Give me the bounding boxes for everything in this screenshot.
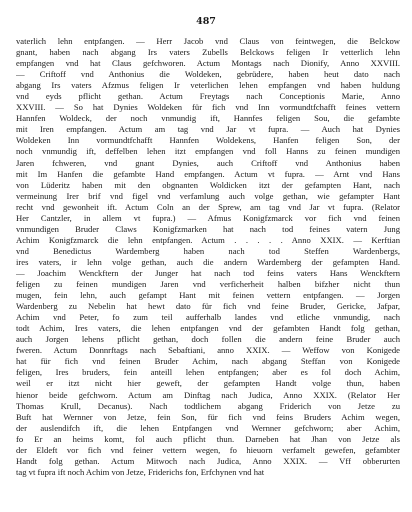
text-line: Achim Konigfzmarck die lehn entpfangen. Actum . . . . . Anno XXIX. — Kerftian — [16, 234, 400, 245]
text-line: Wardenberg zu Nebelin hat hewt dato für fich vnd feine Bruder, Gericke, Jafpar, — [16, 301, 400, 312]
text-line: Thomas Krull, Decanus). Nach todtlichem abgang Friderich von Jetze zu — [16, 400, 400, 411]
text-line: fo Er an heims komt, fol auch pflicht thun. Darneben hat Jhan von Jetze als — [16, 433, 400, 444]
text-line: Woldeken Inn vormundtfchafft Hannfen Woldekens, Hanfen feligen Son, der — [16, 135, 400, 146]
text-line: der Eldeft vor fich vnd feiner vettern wegen, fo hieuorn verfamelt gewefen, gefambter — [16, 444, 400, 455]
text-line: vnmundigen Bruder Claws Konigfzmarken hat nach tod feines vatern Jung — [16, 223, 400, 234]
text-line: XXVIII. — So hat Dynies Woldeken für fich vnd Inn vormundtfchafft feines vettern — [16, 102, 400, 113]
text-line: mugen, fein lehn, auch gefampt Hant mit feinen vettern entpfangen. — Jorgen — [16, 290, 400, 301]
text-line: Jaren fchweren, vnd gnant Dynies, auch Criftoff vnd Anthonius haben — [16, 157, 400, 168]
text-line: vnd Benedictus Wardemberg haben nach tod Steffen Wardenbergs, — [16, 245, 400, 256]
text-line: Her Cantzler, in allem vt fupra.) — Afmus Konigfzmarck vor fich vnd feinen — [16, 212, 400, 223]
text-line: Hannfen Woldeck, der noch vnmundig ift, Hannfes feligen Sou, die gefambte — [16, 113, 400, 124]
text-line: gnant, haben nach abgang Irs vaters Zubells Belckows feligen Ir vetterlich lehn — [16, 47, 400, 58]
page-number: 487 — [196, 16, 216, 27]
text-line: vaterlich lehn entpfangen. — Herr Jacob vnd Claus von feintwegen, die Belckow — [16, 36, 400, 46]
text-line: von Lüderitz haben mit den obgnanten Woldicken itzt der gefampten Hant, nach — [16, 179, 400, 190]
text-line: hienor beide gefchworn. Actum am Dinftag nach Judica, Anno XXIX. (Relator Her — [16, 389, 400, 400]
text-line: tag vt fupra ift noch Achim von Jetze, Friderichs fon, Erfchynen vnd hat — [16, 466, 265, 477]
text-line: — Criftoff vnd Anthonius die Woldeken, gebrüdere, haben heut dato nach — [16, 69, 400, 80]
text-line: — Joachim Wenckftern der Junger hat nach tod feins vaters Hans Wenckftern — [16, 267, 400, 278]
text-line: Achim vnd Peter, fo zum teil aufferhalb landes vnd etliche vnmundig, nach — [16, 312, 400, 323]
text-line: fweren. Actum Donnrftags nach Sebaftiani, anno XXIX. — Weffow von Konigede — [16, 345, 400, 356]
text-line: hat für fich vnd feinen Bruder Achim, nach abgang Steffan von Konigede — [16, 356, 400, 367]
text-line: ires vaters, ir lehn volge gethan, auch die andern Wardemberg der gefampten Hand. — [16, 256, 400, 267]
text-line: noch vnmundig ift, deffelben lehen itzt empfangen vnd foll Hanns zu feinen mundigen — [16, 146, 400, 157]
text-line: Handt folg gethan. Actum Mitwoch nach Judica, Anno XXIX. — Vff obberurten — [16, 455, 400, 466]
text-line: abgang Irs vaters Afzmus feligen Ir veterlichen lehen empfangen vnd haben huldung — [16, 80, 400, 91]
text-line: feligen, Ires bruders, fein anteill lehen entpfangen; aber es fol doch Achim, — [16, 367, 400, 378]
text-line: mit Im Hanfen die gefambte Hand empfangen. Actum vt fupra. — Arnt vnd Hans — [16, 168, 400, 179]
text-line: recht vnd gewonheit ift. Actum Coln an der Sprew, am tag vnd Jar vt fupra. (Relator — [16, 201, 400, 212]
text-line: weil er itzt nicht hier geweft, der gefampten Handt volge thun, haben — [16, 378, 400, 389]
text-line: vermeinung Irer brif vnd figel vnd verfamlung auch volge gethan, wie gefampter Hant — [16, 190, 400, 201]
text-line: der auslendifch ift, die lehen Entpfangen vnd Wernner gefchworn; aber Achim, — [16, 422, 400, 433]
text-line: mit Iren empfangen. Actum am tag vnd Jar vt fupra. — Auch hat Dynies — [16, 124, 400, 135]
text-line: vnd eyds pflicht gethan. Actum Freytags nach Conceptionis Marie, Anno — [16, 91, 400, 102]
text-line: empfangen vnd hat Claus gefchworen. Actum Montags nach Dionify, Anno XXVIII. — [16, 58, 400, 69]
text-line: Buft hat Wernner von Jetze, fein Son, für fich vnd feins Bruders Achim wegen, — [16, 411, 400, 422]
body-text — [16, 36, 400, 478]
text-line: auch Jorgen lehens pflicht gethan, doch follen die andern feine Bruder auch — [16, 334, 400, 345]
text-line: feligen zu feinen mundigen Jaren vnd verficherheit halben bifzher nicht thun — [16, 279, 400, 290]
text-line: todt Achim, Ires vaters, die lehen entpfangen vnd der gefambten Handt folg gethan, — [16, 323, 400, 334]
